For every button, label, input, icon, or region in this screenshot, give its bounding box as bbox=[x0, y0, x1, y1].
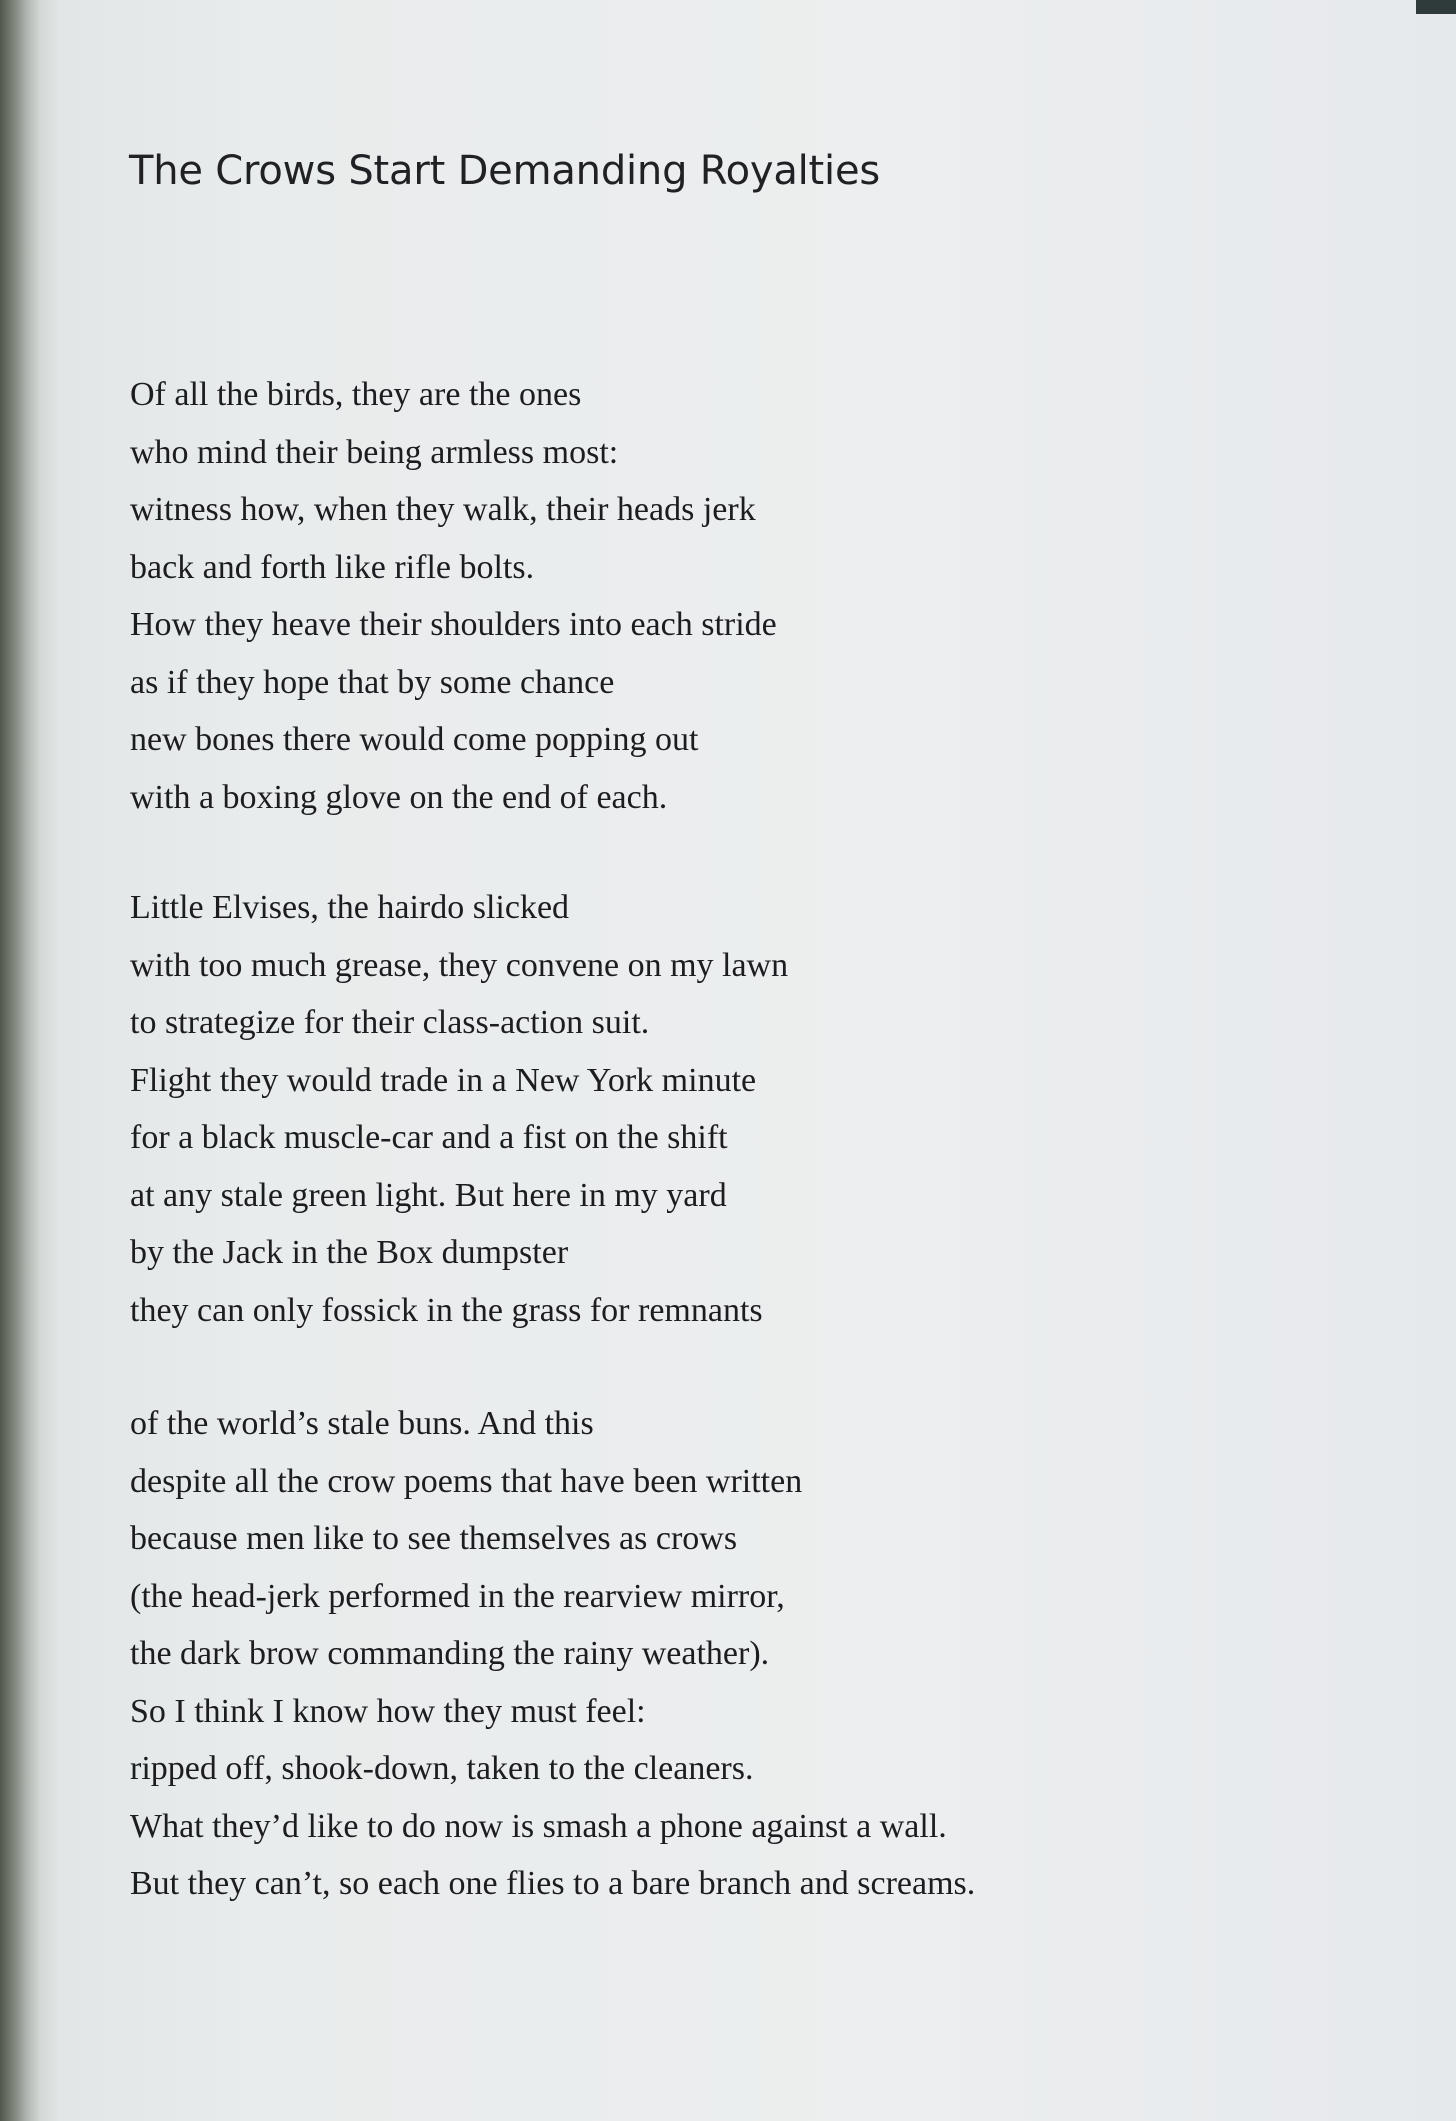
poem-line: of the world’s stale buns. And this bbox=[130, 1405, 594, 1442]
poem-line: they can only fossick in the grass for remnants bbox=[130, 1291, 763, 1329]
poem-line: So I think I know how they must feel: bbox=[130, 1692, 646, 1730]
poem-line: Of all the birds, they are the ones bbox=[130, 376, 582, 413]
poem-line: new bones there would come popping out bbox=[130, 721, 699, 758]
poem-line: because men like to see themselves as crows bbox=[130, 1520, 738, 1557]
poem-line: the dark brow commanding the rainy weather). bbox=[130, 1635, 770, 1672]
poem-line: with a boxing glove on the end of each. bbox=[130, 778, 668, 816]
poem-line: What they’d like to do now is smash a phone against a wall. bbox=[130, 1807, 947, 1845]
book-gutter-shadow bbox=[0, 0, 40, 2121]
poem-line: despite all the crow poems that have been written bbox=[130, 1462, 803, 1500]
page-corner-shadow bbox=[1416, 0, 1456, 14]
poem-line: to strategize for their class-action suit. bbox=[130, 1004, 650, 1041]
poem-line: How they heave their shoulders into each stride bbox=[130, 606, 777, 643]
poem-line: for a black muscle-car and a fist on the shift bbox=[130, 1119, 728, 1156]
poem-line: back and forth like rifle bolts. bbox=[130, 548, 535, 586]
poem-line: But they can’t, so each one flies to a bare branch and screams. bbox=[130, 1865, 976, 1902]
poem-line: Little Elvises, the hairdo slicked bbox=[130, 889, 570, 926]
poem-line: witness how, when they walk, their heads jerk bbox=[130, 491, 756, 528]
poem-line: as if they hope that by some chance bbox=[130, 663, 615, 701]
poem-title: The Crows Start Demanding Royalties bbox=[129, 148, 880, 194]
poem-line: ripped off, shook-down, taken to the cleaners. bbox=[130, 1750, 754, 1787]
poem-stanza-3 bbox=[130, 1395, 975, 1913]
poem-line: with too much grease, they convene on my lawn bbox=[130, 946, 789, 984]
poem-line: at any stale green light. But here in my yard bbox=[130, 1176, 727, 1214]
poem-stanza-2 bbox=[130, 879, 788, 1339]
poem-line: Flight they would trade in a New York minute bbox=[130, 1061, 757, 1099]
poem-stanza-1 bbox=[130, 366, 777, 826]
poem-line: (the head-jerk performed in the rearview mirror, bbox=[130, 1577, 785, 1615]
poem-line: who mind their being armless most: bbox=[130, 433, 619, 471]
poem-line: by the Jack in the Box dumpster bbox=[130, 1234, 569, 1271]
